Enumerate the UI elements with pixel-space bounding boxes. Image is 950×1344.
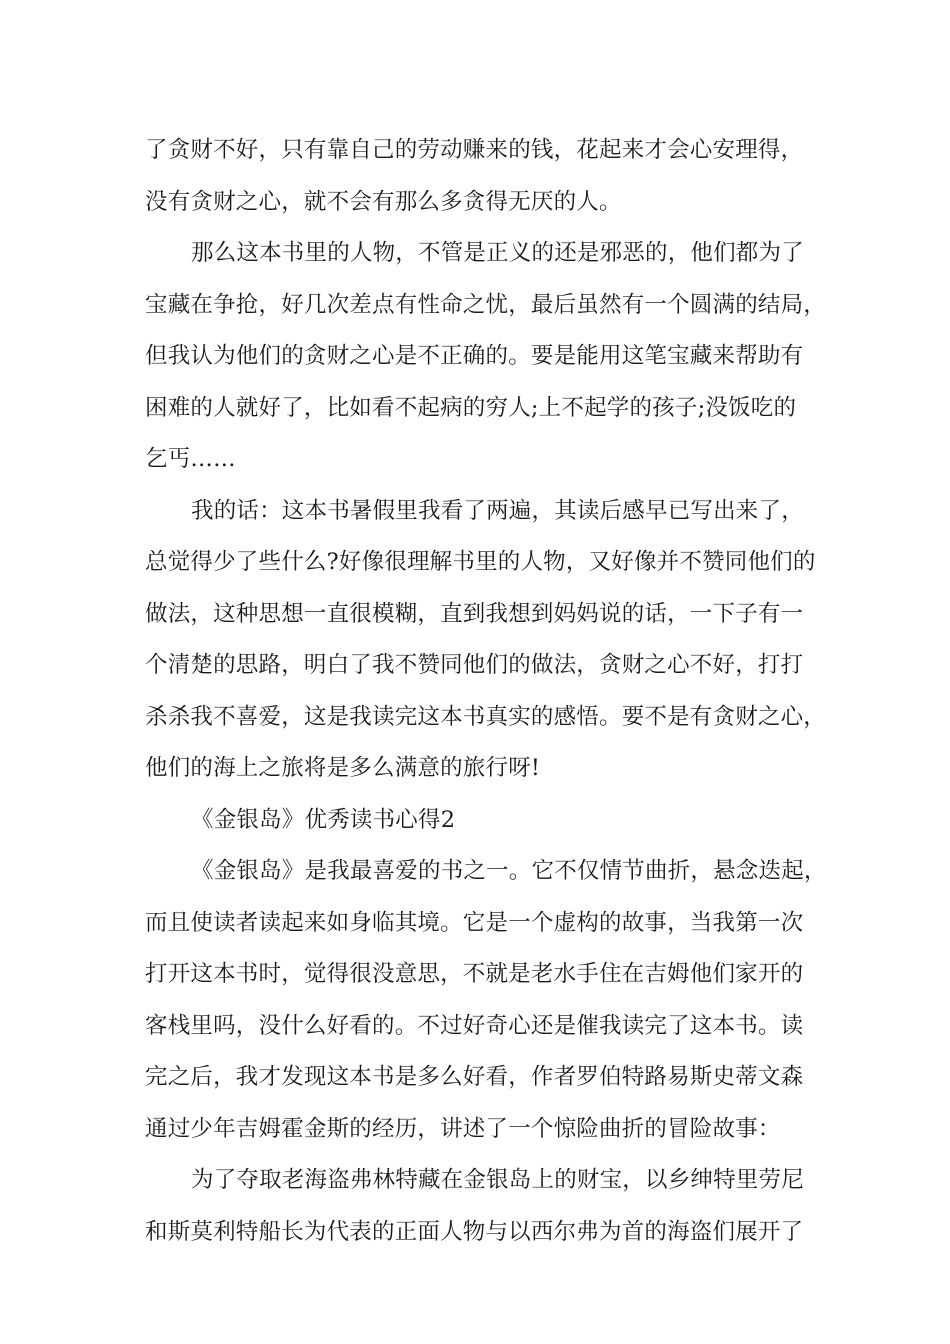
text-line: 了贪财不好，只有靠自己的劳动赚来的钱，花起来才会心安理得，	[145, 137, 804, 163]
text-line: 完之后，我才发现这本书是多么好看，作者罗伯特路易斯史蒂文森	[145, 1064, 804, 1090]
text-line: 乞丐……	[145, 446, 236, 472]
text-line: 做法，这种思想一直很模糊，直到我想到妈妈说的话，一下子有一	[145, 600, 804, 627]
text-line: 和斯莫利特船长为代表的正面人物与以西尔弗为首的海盗们展开了	[145, 1218, 804, 1245]
paragraph-start-line: 我的话：这本书暑假里我看了两遍，其读后感早已写出来了，	[191, 497, 804, 524]
text-line: 困难的人就好了，比如看不起病的穷人;上不起学的孩子;没饭吃的	[145, 394, 797, 421]
text-line: 而且使读者读起来如身临其境。它是一个虚构的故事，当我第一次	[145, 909, 804, 936]
text-line: 宝藏在争抢，好几次差点有性命之忧，最后虽然有一个圆满的结局，	[145, 291, 827, 318]
text-line: 但我认为他们的贪财之心是不正确的。要是能用这笔宝藏来帮助有	[145, 343, 804, 369]
paragraph-start-line: 那么这本书里的人物，不管是正义的还是邪恶的，他们都为了	[191, 240, 804, 266]
document-body	[145, 125, 825, 1258]
text-line: 他们的海上之旅将是多么满意的旅行呀!	[145, 755, 541, 781]
text-line: 杀杀我不喜爱，这是我读完这本书真实的感悟。要不是有贪财之心，	[145, 703, 827, 730]
paragraph-start-line: 《金银岛》是我最喜爱的书之一。它不仅情节曲折，悬念迭起，	[191, 858, 827, 884]
text-line: 打开这本书时，觉得很没意思，不就是老水手住在吉姆他们家开的	[145, 961, 804, 987]
text-line: 客栈里吗，没什么好看的。不过好奇心还是催我读完了这本书。读	[145, 1012, 804, 1039]
text-line: 通过少年吉姆霍金斯的经历，讲述了一个惊险曲折的冒险故事：	[145, 1115, 781, 1142]
text-line: 个清楚的思路，明白了我不赞同他们的做法，贪财之心不好，打打	[145, 652, 804, 678]
text-line: 没有贪财之心，就不会有那么多贪得无厌的人。	[145, 188, 622, 215]
section-heading: 《金银岛》优秀读书心得2	[191, 806, 456, 833]
text-line: 总觉得少了些什么?好像很理解书里的人物，又好像并不赞同他们的	[145, 549, 816, 575]
paragraph-start-line: 为了夺取老海盗弗林特藏在金银岛上的财宝，以乡绅特里劳尼	[191, 1167, 804, 1193]
